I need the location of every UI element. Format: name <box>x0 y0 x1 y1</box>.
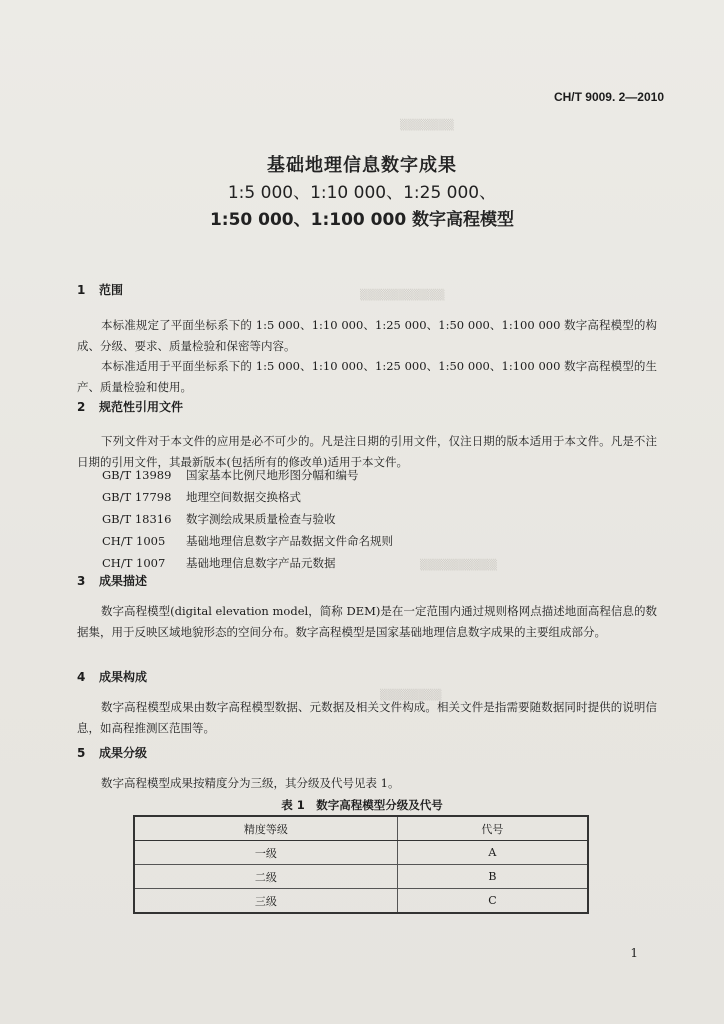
reference-code: CH/T 1005 <box>102 534 166 548</box>
table-cell: B <box>397 865 588 889</box>
bleed-through-text: ▒▒▒▒▒▒▒▒ <box>380 690 442 701</box>
section-heading <box>77 668 147 685</box>
reference-title: 数字测绘成果质量检查与验收 <box>186 512 336 526</box>
section-heading <box>77 398 183 415</box>
reference-title: 国家基本比例尺地形图分幅和编号 <box>186 468 359 482</box>
grade-table <box>133 815 589 914</box>
column-header: 代号 <box>397 816 588 841</box>
section-title: 成果分级 <box>99 746 148 760</box>
reference-code: GB/T 17798 <box>102 490 172 504</box>
paragraph: 数字高程模型成果由数字高程模型数据、元数据及相关文件构成。相关文件是指需要随数据同时提供的说明信息，如高程推测区范围等。 <box>77 700 657 735</box>
reference-code: GB/T 18316 <box>102 512 172 526</box>
document-code: CH/T 9009. 2—2010 <box>553 90 664 104</box>
paragraph: 本标准适用于平面坐标系下的 1:5 000、1:10 000、1:25 000、1:50 000、1:100 000 数字高程模型的生产、质量检验和使用。 <box>77 359 657 394</box>
table-cell: 三级 <box>134 889 397 914</box>
reference-item <box>102 508 393 530</box>
section-title: 成果构成 <box>99 670 148 684</box>
paragraph: 下列文件对于本文件的应用是必不可少的。凡是注日期的引用文件，仅注日期的版本适用于本文件。凡是不注日期的引用文件，其最新版本(包括所有的修改单)适用于本文件。 <box>77 434 657 469</box>
section-title: 规范性引用文件 <box>99 400 184 414</box>
section-number: 4 <box>77 670 86 684</box>
paragraph: 本标准规定了平面坐标系下的 1:5 000、1:10 000、1:25 000、1:50 000、1:100 000 数字高程模型的构成、分级、要求、质量检验和保密等内容。 <box>77 318 657 353</box>
section-number: 1 <box>77 283 86 297</box>
paragraph: 数字高程模型(digital elevation model，简称 DEM)是在一定范围内通过规则格网点描述地面高程信息的数据集，用于反映区域地貌形态的空间分布。数字高程模型是国家基础地理信息数字成果的主要组成部分。 <box>77 604 657 639</box>
section-heading <box>77 281 123 298</box>
table-row <box>134 841 588 865</box>
reference-code: CH/T 1007 <box>102 556 166 570</box>
reference-title: 基础地理信息数字产品数据文件命名规则 <box>186 534 393 548</box>
page-number: 1 <box>630 946 638 960</box>
title-line-1: 基础地理信息数字成果 <box>267 155 457 176</box>
reference-title: 基础地理信息数字产品元数据 <box>186 556 336 570</box>
title-line-3: 1:50 000、1:100 000 数字高程模型 <box>209 210 515 230</box>
table-row <box>134 865 588 889</box>
table-cell: 一级 <box>134 841 397 865</box>
reference-item <box>102 552 393 574</box>
reference-item <box>102 486 393 508</box>
table-header-row <box>134 816 588 841</box>
section-heading <box>77 572 147 589</box>
section-title: 成果描述 <box>99 574 148 588</box>
bleed-through-text: ▒▒▒▒▒▒▒▒▒▒▒ <box>360 290 445 301</box>
reference-title: 地理空间数据交换格式 <box>186 490 301 504</box>
document-title <box>0 152 724 234</box>
paragraph: 数字高程模型成果按精度分为三级，其分级及代号见表 1。 <box>101 776 400 790</box>
bleed-through-text: ▒▒▒▒▒▒▒▒▒▒ <box>420 560 497 571</box>
section-number: 3 <box>77 574 86 588</box>
reference-list <box>102 464 393 574</box>
bleed-through-text: ▒▒▒▒▒▒▒ <box>400 120 454 131</box>
section-title: 范围 <box>99 283 124 297</box>
table-cell: 二级 <box>134 865 397 889</box>
column-header: 精度等级 <box>134 816 397 841</box>
section-number: 2 <box>77 400 86 414</box>
table-cell: A <box>397 841 588 865</box>
table-cell: C <box>397 889 588 914</box>
section-number: 5 <box>77 746 86 760</box>
table-row <box>134 889 588 914</box>
reference-item <box>102 530 393 552</box>
table-caption: 表 1 数字高程模型分级及代号 <box>281 798 443 812</box>
reference-item <box>102 464 393 486</box>
reference-code: GB/T 13989 <box>102 468 172 482</box>
title-line-2: 1:5 000、1:10 000、1:25 000、 <box>227 183 497 203</box>
section-heading <box>77 744 147 761</box>
